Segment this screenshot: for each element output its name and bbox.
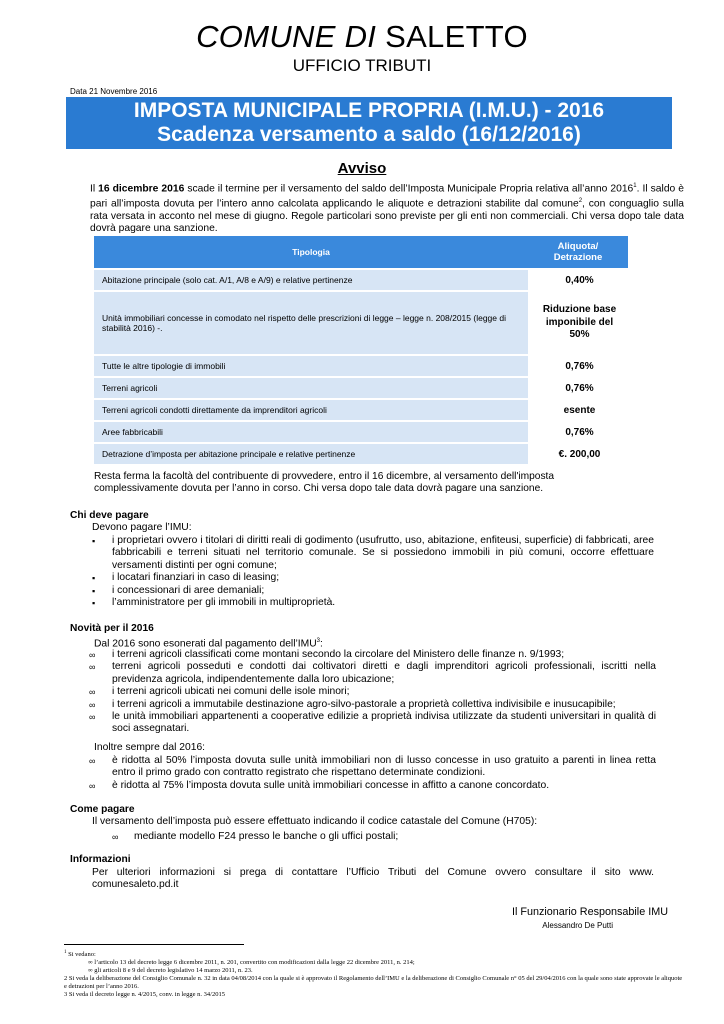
come-pagare-text: Il versamento dell’imposta può essere effettuato indicando il codice catastale del Comune (H705): [92, 816, 538, 827]
valore-cell: Riduzione base imponibile del 50% [528, 292, 628, 354]
list-item-text: i terreni agricoli a immutabile destinazione agro-silvo-pastorale a proprietà collettiva indivisibile e inusucapibile; [112, 698, 616, 710]
comune-title-rest: SALETTO [376, 19, 528, 54]
closing-note: Resta ferma la facoltà del contribuente di provvedere, entro il 16 dicembre, al versamento dell'imposta complessivamente dovuta per l’anno in corso. Chi versa dopo tale data dovrà pagare una sanzione. [94, 471, 555, 494]
tipologia-cell: Unità immobiliari concesse in comodato nel rispetto delle prescrizioni di legge – legge n. 208/2015 (legge di stabilità 2016) -. [94, 292, 528, 354]
footnote-1-item: ∞ gli articoli 8 e 9 del decreto legislativo 14 marzo 2011, n. 23. [88, 967, 253, 975]
table-row [94, 270, 628, 290]
tipologia-cell: Terreni agricoli condotti direttamente da imprenditori agricoli [94, 400, 528, 420]
tipologia-cell: Terreni agricoli [94, 378, 528, 398]
footnote-1 [64, 949, 684, 959]
tax-banner [66, 97, 672, 149]
list-item-text: i terreni agricoli ubicati nei comuni delle isole minori; [112, 686, 350, 698]
square-bullet-icon: ▪ [92, 573, 96, 584]
rates-table [94, 234, 628, 466]
list-item [89, 711, 656, 736]
square-bullet-icon: ▪ [92, 536, 96, 546]
novita-list [89, 649, 656, 736]
table-row [94, 444, 628, 464]
novita-lead-end: : [320, 638, 323, 650]
list-item-text: l’amministratore per gli immobili in multiproprietà. [112, 597, 336, 609]
list-item-text: i locatari finanziari in caso di leasing; [112, 572, 280, 584]
footnote-1-item: ∞ l’articolo 13 del decreto legge 6 dicembre 2011, n. 201, convertito con modificazioni dalla legge 22 dicembre 2011, n. 214; [88, 959, 415, 967]
infinity-bullet-icon: ∞ [89, 780, 96, 791]
list-item [92, 572, 654, 584]
come-pagare-heading: Come pagare [70, 804, 135, 815]
footnote-1-mark: 1 [64, 950, 67, 955]
table-row [94, 356, 628, 376]
footnote-ref-1: 1 [633, 183, 637, 189]
comune-title-italic: COMUNE DI [196, 19, 377, 54]
avviso-heading: Avviso [337, 160, 387, 177]
table-row [94, 292, 628, 354]
rates-header-row [94, 236, 628, 268]
infinity-bullet-icon: ∞ [89, 650, 96, 660]
valore-cell: 0,76% [528, 378, 628, 398]
footnote-ref-2: 2 [578, 198, 583, 205]
tipologia-cell: Detrazione d’imposta per abitazione principale e relative pertinenze [94, 444, 528, 464]
footnote-1-head: Si vedano: [66, 951, 96, 959]
infinity-bullet-icon: ∞ [89, 662, 96, 673]
banner-deadline: Scadenza versamento a saldo (16/12/2016) [157, 123, 581, 146]
intro-part3: , con conguaglio sulla rata versata in acconto nel mese di giugno. Regole particolari sono previste per gli enti non commerciali. Chi versa dopo tale data dovrà pagare una sanzione. [90, 198, 684, 234]
list-item [89, 649, 656, 661]
tipologia-cell: Abitazione principale (solo cat. A/1, A/8 e A/9) e relative pertinenze [94, 270, 528, 290]
novita-list2 [89, 755, 656, 792]
intro-part2: . Il saldo è pari all’imposta dovuta per l’intero anno calcolata applicando le aliquote e detrazioni stabilite dal comune [90, 183, 684, 210]
footnote-divider [64, 944, 244, 945]
informazioni-text: Per ulteriori informazioni si prega di contattare l’Ufficio Tributi del Comune ovvero consultare il sito www. comunesaleto.pd.it [92, 867, 654, 890]
tipologia-cell: Aree fabbricabili [94, 422, 528, 442]
list-item-text: i proprietari ovvero i titolari di diritti reali di godimento (usufrutto, uso, abitazione, enfiteusi, superficie) di fabbricati, aree fabbricabili e terreni situati nel territorio comunale. Se si possiedono immobili in più comuni, occorre effettuare versamenti distinti per ogni comune; [112, 535, 654, 571]
infinity-bullet-icon: ∞ [112, 832, 119, 842]
footnote-2: 2 Si veda la deliberazione del Consiglio Comunale n. 32 in data 04/08/2014 con la quale si è approvato il Regolamento dell’IMU e la deliberazione di Consiglio Comunale n° 05 del 29/04/2016 con la quale sono state approvate le aliquote e detrazioni per l’anno 2016. [64, 975, 683, 991]
valore-cell: 0,76% [528, 422, 628, 442]
footnote-ref-3: 3 [316, 638, 321, 644]
intro-deadline: 16 dicembre 2016 [98, 183, 185, 195]
footnote-3: 3 Si veda il decreto legge n. 4/2015, conv. in legge n. 34/2015 [64, 991, 225, 999]
chi-deve-pagare-lead: Devono pagare l’IMU: [92, 522, 192, 533]
header-aliquota: Aliquota/ Detrazione [528, 236, 628, 268]
signature-name: Alessandro De Putti [542, 921, 613, 930]
intro-part1: scade il termine per il versamento del saldo dell’Imposta Municipale Propria relativa all’anno 2016 [184, 183, 634, 195]
list-item [89, 779, 656, 792]
signature-role: Il Funzionario Responsabile IMU [511, 906, 668, 918]
list-item [89, 661, 656, 686]
list-item-text: le unità immobiliari appartenenti a cooperative edilizie a proprietà indivisa utilizzate da studenti universitari in qualità di soci assegnatari. [112, 711, 656, 735]
avviso-intro [90, 180, 684, 235]
infinity-bullet-icon: ∞ [89, 756, 96, 766]
novita-lead2: Inoltre sempre dal 2016: [94, 742, 206, 753]
valore-cell: €. 200,00 [528, 444, 628, 464]
banner-title: IMPOSTA MUNICIPALE PROPRIA (I.M.U.) - 2016 [133, 99, 605, 122]
chi-deve-pagare-list [92, 535, 654, 609]
list-item-text: i concessionari di aree demaniali; [112, 584, 265, 596]
novita-lead-text: Dal 2016 sono esonerati dal pagamento dell’IMU [94, 638, 317, 650]
ufficio-subtitle: UFFICIO TRIBUTI [292, 56, 432, 75]
list-item-text: è ridotta al 75% l’imposta dovuta sulle unità immobiliari concesse in affitto a canone concordato. [112, 779, 550, 791]
list-item [92, 535, 654, 572]
table-row [94, 378, 628, 398]
comune-title [0, 20, 724, 54]
informazioni-heading: Informazioni [70, 854, 131, 865]
infinity-bullet-icon: ∞ [89, 712, 96, 723]
infinity-bullet-icon: ∞ [89, 699, 96, 710]
list-item [89, 755, 656, 780]
list-item-text: è ridotta al 50% l’imposta dovuta sulle unità immobiliari non di lusso concesse in uso gratuito a parenti in linea retta entro il primo grado con contratto registrato che rispettano determinate condizioni. [112, 755, 656, 779]
novita-heading: Novità per il 2016 [70, 623, 154, 634]
footnotes [64, 949, 684, 999]
infinity-bullet-icon: ∞ [89, 687, 96, 698]
square-bullet-icon: ▪ [92, 585, 96, 596]
table-row [94, 422, 628, 442]
list-item [92, 584, 654, 597]
list-item-text: terreni agricoli posseduti e condotti dai coltivatori diretti e dagli imprenditori agricoli professionali, iscritti nella previdenza agricola, indipendentemente dalla loro ubicazione; [112, 661, 656, 685]
document-date: Data 21 Novembre 2016 [70, 87, 158, 96]
list-item [92, 597, 654, 609]
tipologia-cell: Tutte le altre tipologie di immobili [94, 356, 528, 376]
intro-prefix: Il [90, 183, 99, 195]
header-tipologia: Tipologia [94, 236, 528, 268]
valore-cell: 0,76% [528, 356, 628, 376]
list-item [89, 698, 656, 711]
table-row [94, 400, 628, 420]
square-bullet-icon: ▪ [92, 598, 96, 609]
valore-cell: 0,40% [528, 270, 628, 290]
list-item [112, 831, 399, 843]
list-item-text: i terreni agricoli classificati come montani secondo la circolare del Ministero delle finanze n. 9/1993; [112, 649, 565, 660]
valore-cell: esente [528, 400, 628, 420]
chi-deve-pagare-heading: Chi deve pagare [70, 510, 149, 521]
list-item-text: mediante modello F24 presso le banche o gli uffici postali; [134, 831, 399, 842]
list-item [89, 686, 656, 698]
